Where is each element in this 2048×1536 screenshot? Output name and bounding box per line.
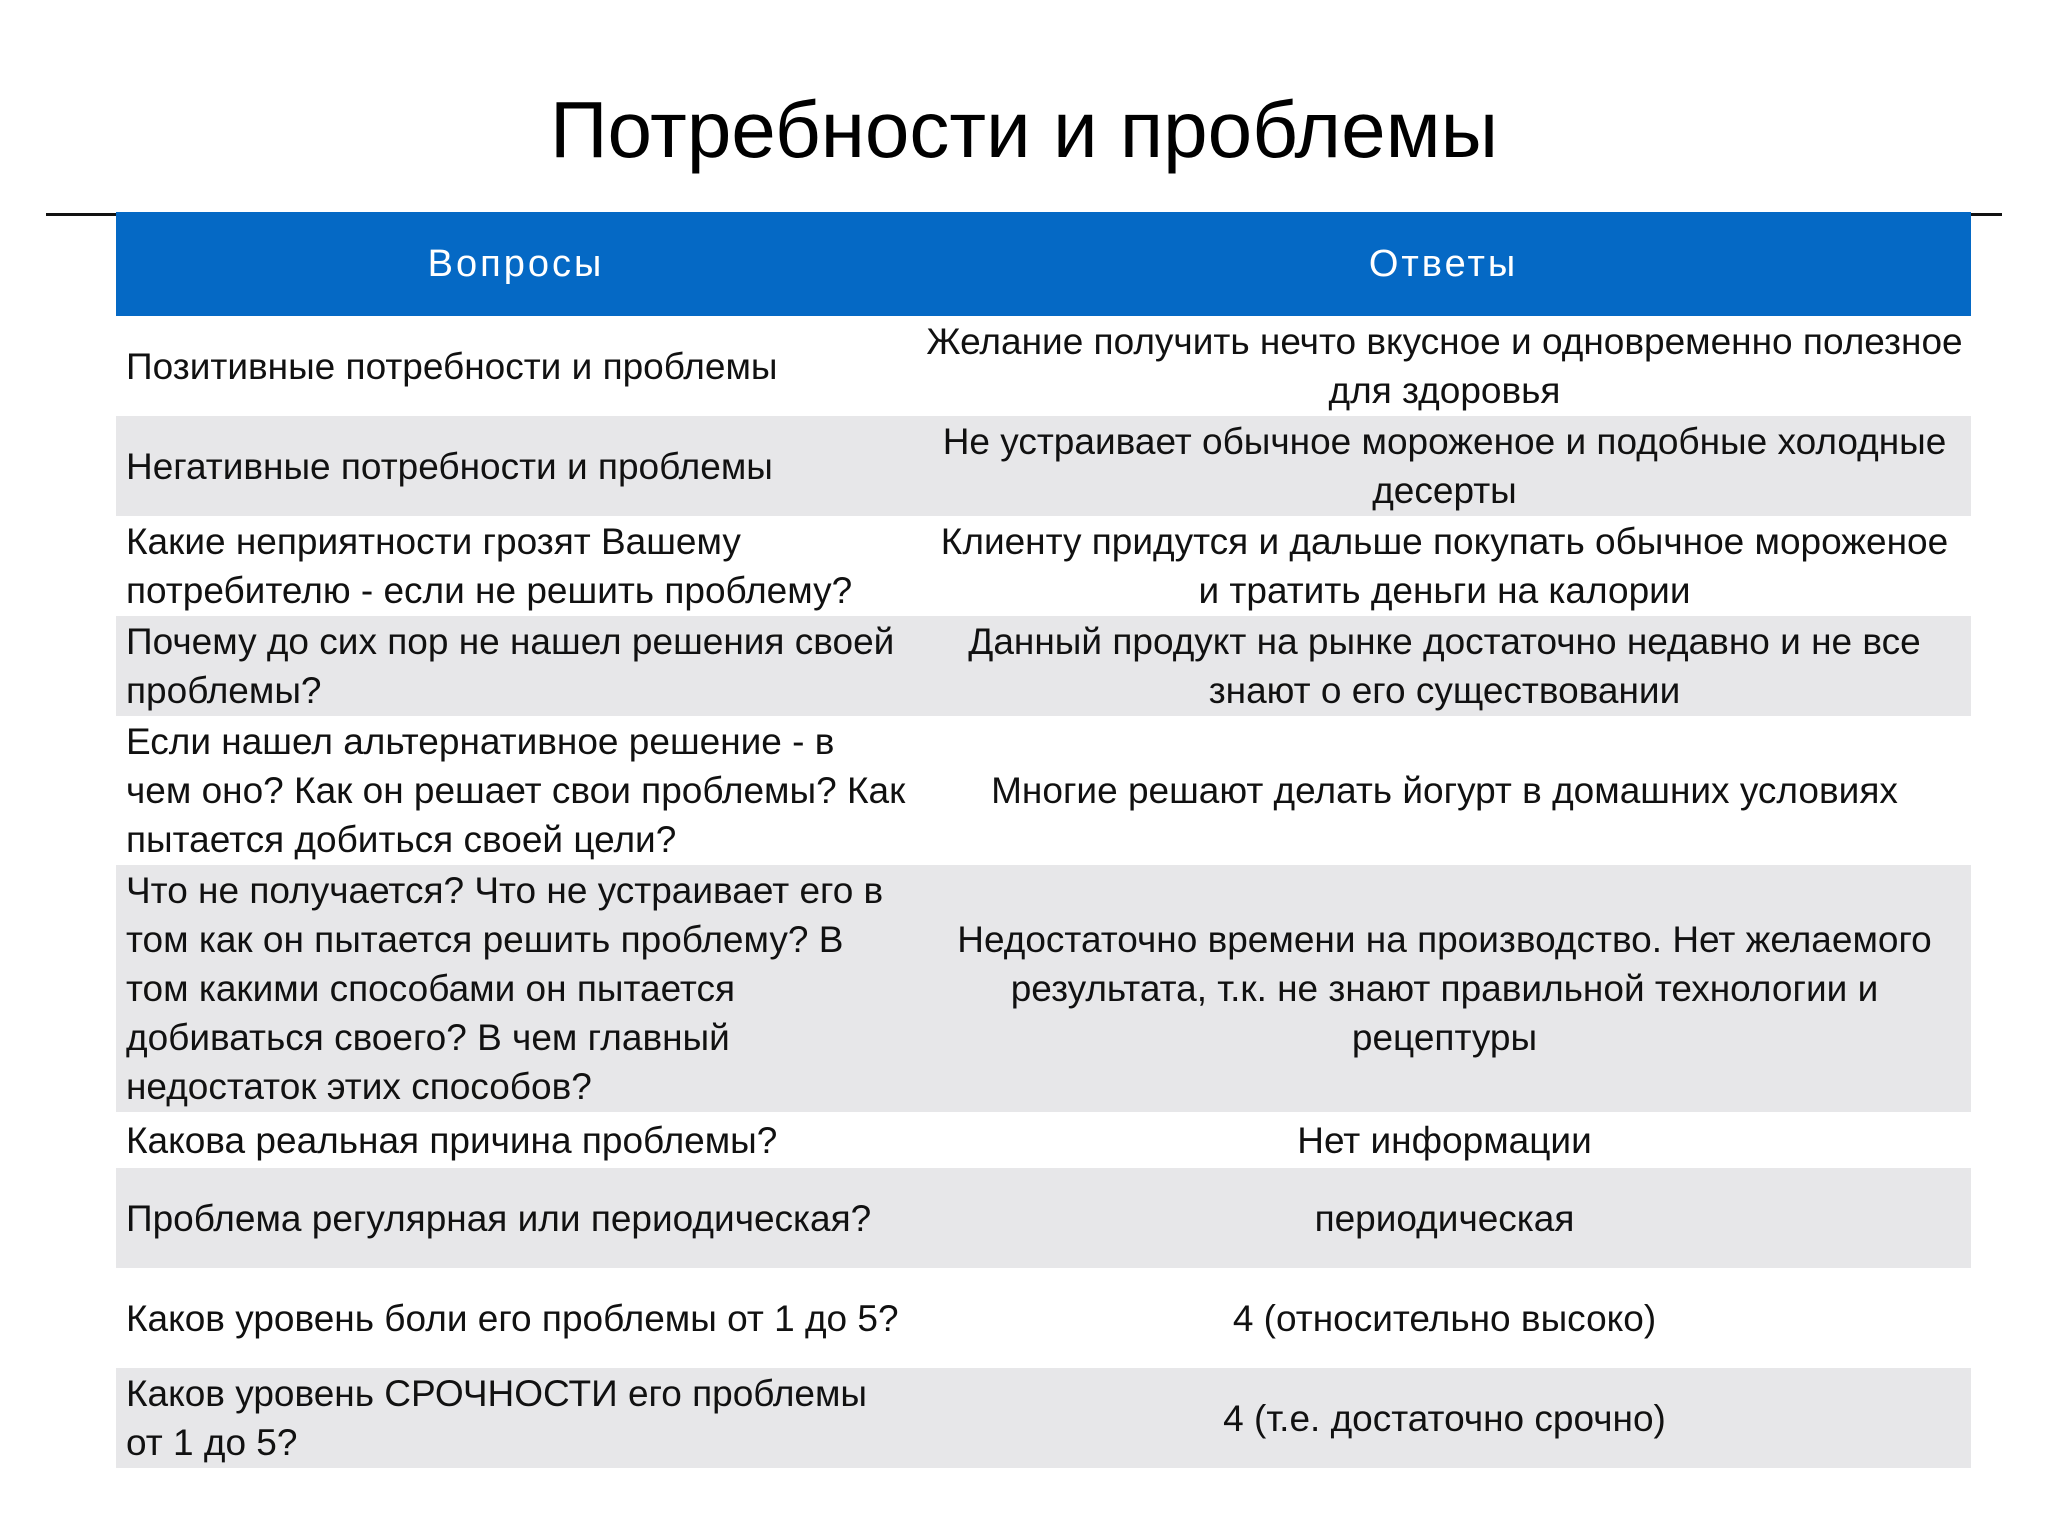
questions-answers-table <box>116 212 1971 1468</box>
question-cell: Каков уровень боли его проблемы от 1 до 5? <box>116 1268 916 1368</box>
table-row <box>116 1112 1971 1168</box>
header-questions: Вопросы <box>116 212 916 316</box>
answer-cell: Данный продукт на рынке достаточно недавно и не все знают о его существовании <box>916 616 1971 716</box>
answer-cell: 4 (т.е. достаточно срочно) <box>916 1368 1971 1468</box>
answer-cell: Не устраивает обычное мороженое и подобные холодные десерты <box>916 416 1971 516</box>
question-cell: Проблема регулярная или периодическая? <box>116 1168 916 1268</box>
table-row <box>116 516 1971 616</box>
answer-cell: Многие решают делать йогурт в домашних условиях <box>916 716 1971 865</box>
answer-cell: Желание получить нечто вкусное и одновременно полезное для здоровья <box>916 316 1971 416</box>
table-row <box>116 1168 1971 1268</box>
table-row <box>116 1268 1971 1368</box>
page-title: Потребности и проблемы <box>549 85 1499 174</box>
answer-cell: Недостаточно времени на производство. Нет желаемого результата, т.к. не знают правильной технологии и рецептуры <box>916 865 1971 1112</box>
table-header-row <box>116 212 1971 316</box>
question-cell: Позитивные потребности и проблемы <box>116 316 916 416</box>
question-cell: Негативные потребности и проблемы <box>116 416 916 516</box>
question-cell: Что не получается? Что не устраивает его в том как он пытается решить проблему? В том какими способами он пытается добиваться своего? В чем главный недостаток этих способов? <box>116 865 916 1112</box>
table-row <box>116 416 1971 516</box>
question-cell: Какова реальная причина проблемы? <box>116 1112 916 1168</box>
table-row <box>116 616 1971 716</box>
header-answers: Ответы <box>916 212 1971 316</box>
table-row <box>116 865 1971 1112</box>
table-row <box>116 1368 1971 1468</box>
answer-cell: периодическая <box>916 1168 1971 1268</box>
answer-cell: 4 (относительно высоко) <box>916 1268 1971 1368</box>
question-cell: Если нашел альтернативное решение - в чем оно? Как он решает свои проблемы? Как пытается добиться своей цели? <box>116 716 916 865</box>
answer-cell: Клиенту придутся и дальше покупать обычное мороженое и тратить деньги на калории <box>916 516 1971 616</box>
question-cell: Почему до сих пор не нашел решения своей проблемы? <box>116 616 916 716</box>
table-row <box>116 716 1971 865</box>
question-cell: Какие неприятности грозят Вашему потребителю - если не решить проблему? <box>116 516 916 616</box>
answer-cell: Нет информации <box>916 1112 1971 1168</box>
table-row <box>116 316 1971 416</box>
question-cell: Каков уровень СРОЧНОСТИ его проблемы от 1 до 5? <box>116 1368 916 1468</box>
